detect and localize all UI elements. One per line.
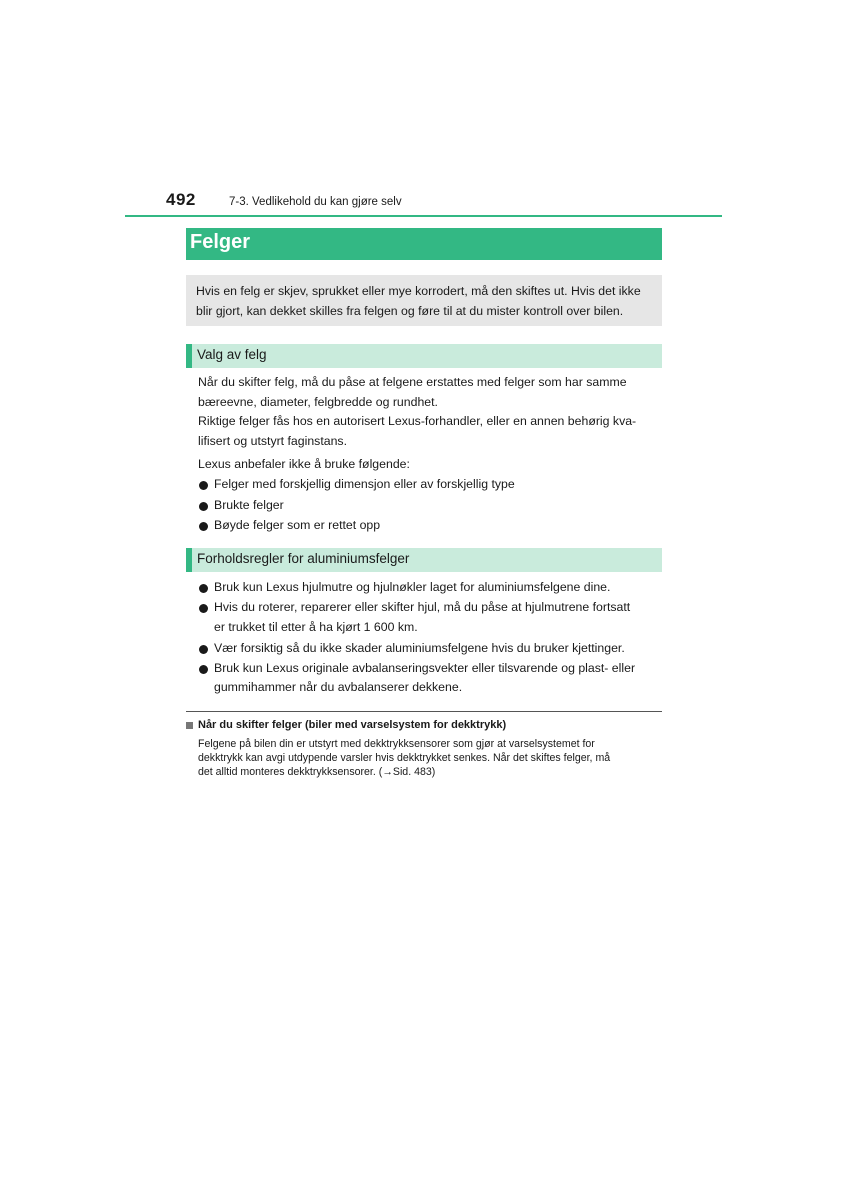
bullet-dot [199, 584, 208, 593]
page-number: 492 [166, 190, 196, 209]
section-heading-valg-av-felg [186, 344, 662, 368]
list-item: Bruk kun Lexus originale avbalanseringsvekter eller tilsvarende og plast- eller [214, 661, 636, 675]
note-divider [186, 711, 662, 712]
warning-text [196, 281, 656, 321]
paragraph-line: Riktige felger fås hos en autorisert Lexus-forhandler, eller en annen behørig kva- [198, 414, 637, 428]
section-heading-aluminiumsfelger [186, 548, 662, 572]
list-item: Vær forsiktig så du ikke skader aluminiumsfelgene hvis du bruker kjettinger. [214, 641, 625, 655]
section-path: 7-3. Vedlikehold du kan gjøre selv [229, 196, 402, 208]
list-item-continuation: er trukket til etter å ha kjørt 1 600 km. [214, 620, 418, 634]
warning-line: blir gjort, kan dekket skilles fra felgen og føre til at du mister kontroll over bilen. [196, 304, 624, 318]
title-bar [186, 228, 662, 260]
bullet-dot [199, 481, 208, 490]
warning-line: Hvis en felg er skjev, sprukket eller mye korrodert, må den skiftes ut. Hvis det ikke [196, 284, 641, 298]
paragraph-line: bæreevne, diameter, felgbredde og rundhet. [198, 395, 438, 409]
bullet-dot [199, 645, 208, 654]
paragraph-line: lifisert og utstyrt faginstans. [198, 434, 347, 448]
heading-accent-bar [186, 344, 192, 368]
paragraph-line: Når du skifter felg, må du påse at felgene erstattes med felger som har samme [198, 375, 627, 389]
heading-accent-bar [186, 548, 192, 572]
bullet-dot [199, 665, 208, 674]
note-line: det alltid monteres dekktrykksensorer. (→Sid. 483) [198, 766, 436, 778]
bullet-dot [199, 522, 208, 531]
section-heading-label: Forholdsregler for aluminiumsfelger [197, 551, 410, 566]
note-line: dekktrykk kan avgi utdypende varsler hvis dekktrykket senkes. Når det skiftes felger, må [198, 752, 611, 764]
warning-box [186, 275, 662, 326]
list-item: Hvis du roterer, reparerer eller skifter hjul, må du påse at hjulmutrene fortsatt [214, 600, 631, 614]
list-item: Felger med forskjellig dimensjon eller av forskjellig type [214, 477, 515, 491]
section-heading-label: Valg av felg [197, 347, 267, 362]
bullet-dot [199, 502, 208, 511]
list-item: Bruk kun Lexus hjulmutre og hjulnøkler laget for aluminiumsfelgene dine. [214, 580, 611, 594]
list-item: Brukte felger [214, 498, 284, 512]
list-item-continuation: gummihammer når du avbalanserer dekkene. [214, 680, 463, 694]
note-square-icon [186, 722, 193, 729]
page-title: Felger [190, 231, 251, 253]
list-item: Bøyde felger som er rettet opp [214, 518, 381, 532]
paragraph-intro: Lexus anbefaler ikke å bruke følgende: [198, 457, 410, 471]
bullet-dot [199, 604, 208, 613]
note-line: Felgene på bilen din er utstyrt med dekktrykksensorer som gjør at varselsystemet for [198, 738, 595, 750]
note-title: Når du skifter felger (biler med varselsystem for dekktrykk) [198, 719, 507, 731]
header-rule [125, 215, 722, 217]
